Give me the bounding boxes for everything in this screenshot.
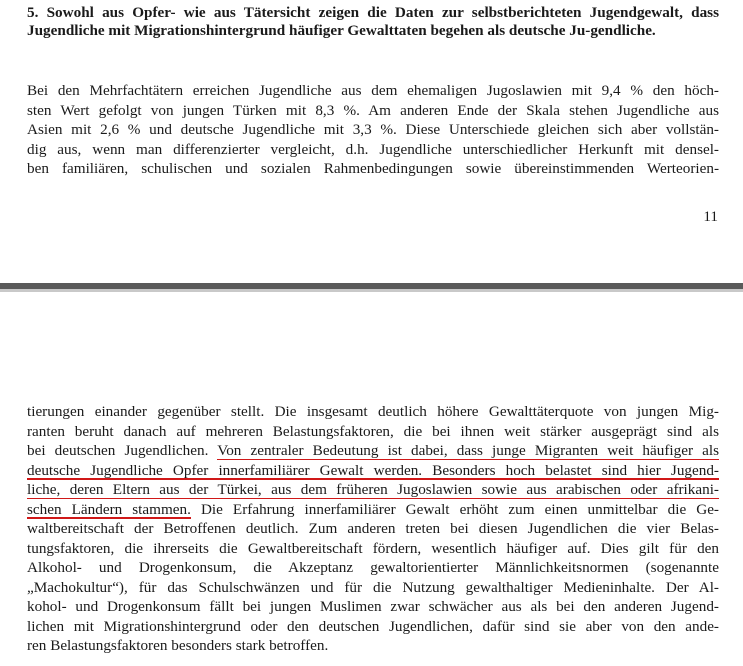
text-line: waltbereitschaft der Betroffenen deutlich. Zum anderen treten bei diesen Jugendlichen die vier Belas- xyxy=(27,520,719,537)
paragraph-top xyxy=(27,81,719,179)
page-number: 11 xyxy=(703,208,718,225)
text-segment: bei deutschen Jugendlichen. xyxy=(27,442,218,459)
text-line: ranten beruht danach auf mehreren Belastungsfaktoren, die bei ihnen weit stärker ausgeprägt sind als xyxy=(27,422,719,440)
text-segment: Die Erfahrung innerfamiliärer Gewalt erhöht zum einen unmittelbar die Ge- xyxy=(190,500,719,518)
text-line: sten Wert gefolgt von jungen Türken mit 8,3 %. Am anderen Ende der Skala stehen Jugendliche aus xyxy=(27,101,719,119)
page-top xyxy=(0,0,743,283)
text-line: Bei den Mehrfachtätern erreichen Jugendliche aus dem ehemaligen Jugoslawien mit 9,4 % den höch- xyxy=(27,82,719,99)
highlighted-text: liche, deren Eltern aus der Türkei, aus dem früheren Jugoslawien sowie aus arabischen oder afrikani- xyxy=(27,481,719,498)
text-line: tungsfaktoren, die ihrerseits die Gewaltbereitschaft fördern, wesentlich häufiger auf. Dies gilt für den xyxy=(27,539,719,557)
paragraph-bottom xyxy=(27,402,719,656)
page-separator-shadow xyxy=(0,289,743,292)
text-line xyxy=(27,461,719,481)
text-line: tierungen einander gegenüber stellt. Die insgesamt deutlich höhere Gewalttäterquote von jungen Mig- xyxy=(27,403,719,420)
text-line: Asien mit 2,6 % und deutsche Jugendliche mit 3,3 %. Diese Unterschiede gleichen sich aber vollstän- xyxy=(27,121,719,138)
text-line: ren Belastungsfaktoren besonders stark betroffen. xyxy=(27,637,329,654)
text-line: Alkohol- und Drogenkonsum, die Akzeptanz gewaltorientierter Männlichkeitsnormen (sogenannte xyxy=(27,559,719,576)
text-line xyxy=(27,441,719,461)
highlighted-text: schen Ländern stammen. xyxy=(27,500,191,518)
highlighted-text: deutsche Jugendliche Opfer innerfamiliärer Gewalt werden. Besonders hoch belastet sind hier Jugend- xyxy=(27,461,719,479)
text-line: „Machokultur“), für das Schulschwänzen und für die Nutzung gewalthaltiger Medieninhalte. Der Al- xyxy=(27,578,719,596)
text-line xyxy=(27,500,719,520)
text-line: dig aus, wenn man differenzierter vergleicht, d.h. Jugendliche unterschiedlicher Herkunft mit densel- xyxy=(27,140,719,158)
highlighted-text: Von zentraler Bedeutung ist dabei, dass junge Migranten weit häufiger als xyxy=(217,442,719,459)
text-line: lichen mit Migrationshintergrund oder den deutschen Jugendlichen, dafür sind sie aber von den ande- xyxy=(27,617,719,635)
text-line: kohol- und Drogenkonsum fällt bei jungen Muslimen zwar schwächer aus als bei den anderen Jugend- xyxy=(27,598,719,615)
text-line: ben familiären, schulischen und sozialen Rahmenbedingungen sowie übereinstimmenden Werteorien- xyxy=(27,160,719,177)
text-line xyxy=(27,480,719,500)
section-heading: 5. Sowohl aus Opfer- wie aus Tätersicht zeigen die Daten zur selbstberichteten Jugendgewalt, dass Jugendliche mit Migrationshintergrund häufiger Gewalttaten begehen als deutsche Ju-gendliche. xyxy=(27,4,719,39)
